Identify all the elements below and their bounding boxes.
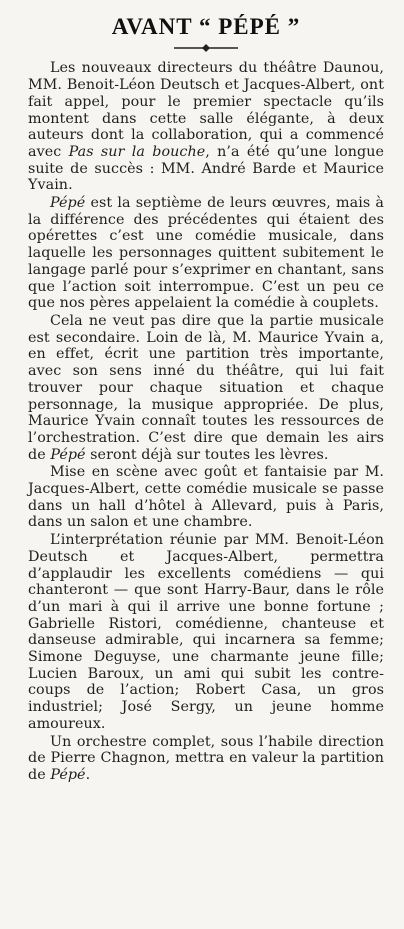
paragraph-text: .: [85, 766, 91, 783]
paragraph-text: Cela ne veut pas dire que la partie musicale est secondaire. Loin de là, M. Maurice Yvain a, en effet, écrit une partition très importante, avec son sens inné du théâtre, qui lui fait trouver pour chaque situation et chaque personnage, la musique appropriée. De plus, Maurice Yvain connaît toutes les ressources de l’orchestration. C’est dire que demain les airs de: [28, 312, 384, 463]
article-paragraph: [28, 464, 384, 531]
italic-title-text: Pas sur la bouche: [68, 143, 206, 160]
italic-title-text: Pépé: [50, 195, 86, 212]
paragraph-text: L’interprétation réunie par MM. Benoit-Léon Deutsch et Jacques-Albert, permettra d’applaudir les excellents comédiens — qui chanteront — que sont Harry-Baur, dans le rôle d’un mari à qui il arrive une bonne fortune ; Gabrielle Ristori, comédienne, chanteuse et danseuse admirable, qui incarnera sa femme; Simone Deguyse, une charmante jeune fille; Lucien Baroux, un ami qui subit les contre-coups de l’action; Robert Casa, un gros industriel; José Sergy, un jeune homme amoureux.: [28, 532, 384, 732]
paragraph-text: est la septième de leurs œuvres, mais à la différence des précédentes qui étaient des opérettes c’est une comédie musicale, dans laquelle les personnages quittent subitement le langage parlé pour s’exprimer en chantant, sans que l’action soit interrompue. C’est un peu ce que nos pères appelaient la comédie à couplets.: [28, 195, 384, 312]
paragraph-text: Un orchestre complet, sous l’habile direction de Pierre Chagnon, mettra en valeur la partition de: [28, 733, 384, 783]
italic-title-text: Pépé: [50, 766, 86, 783]
italic-title-text: Pépé: [50, 446, 86, 463]
article-paragraph: [28, 195, 384, 312]
title-rule-ornament: [174, 44, 238, 52]
paragraph-text: , n’a été qu’une longue suite de succès : MM. André Barde et Maurice Yvain.: [28, 143, 384, 194]
paragraph-text: seront déjà sur toutes les lèvres.: [85, 446, 329, 463]
paragraph-text: Mise en scène avec goût et fantaisie par M. Jacques-Albert, cette comédie musicale se passe dans un hall d’hôtel à Allevard, puis à Paris, dans un salon et une chambre.: [28, 464, 384, 531]
article-title: AVANT “ PÉPÉ ”: [111, 14, 301, 39]
article-paragraph: [28, 734, 384, 784]
article-paragraph: [28, 532, 384, 732]
article-paragraph: [28, 313, 384, 463]
article-body: [28, 60, 384, 783]
article-paragraph: [28, 60, 384, 194]
paragraph-text: Les nouveaux directeurs du théâtre Daunou, MM. Benoit-Léon Deutsch et Jacques-Albert, ont fait appel, pour le premier spectacle qu’ils montent dans cette salle élégante, à deux auteurs dont la collaboration, qui a commencé avec: [28, 60, 384, 160]
